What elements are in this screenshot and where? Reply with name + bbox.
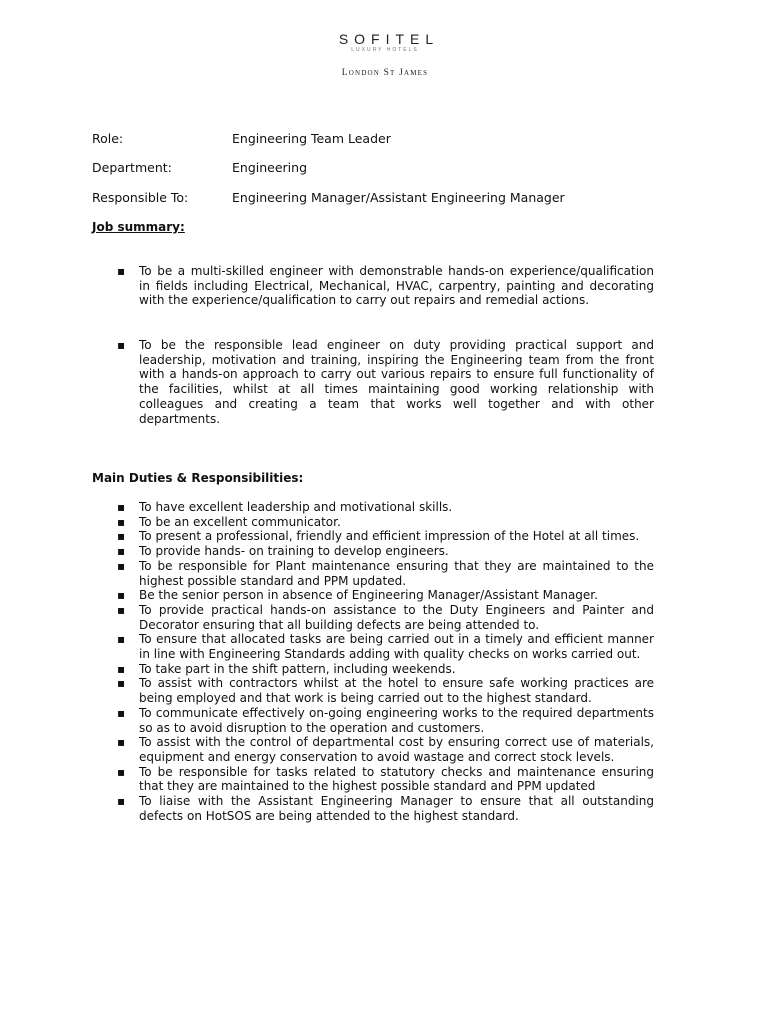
duty-text: To provide hands- on training to develop engineers. — [139, 544, 449, 559]
bullet-marker: ▪ — [117, 735, 126, 750]
list-item — [117, 603, 654, 632]
bullet-marker: ▪ — [117, 338, 126, 352]
bullet-marker: ▪ — [117, 529, 126, 544]
bullet-marker: ▪ — [117, 602, 126, 617]
list-item — [117, 676, 654, 705]
duty-text: To be responsible for Plant maintenance ensuring that they are maintained to the highest possible standard and PPM updated. — [139, 558, 654, 588]
bullet-marker: ▪ — [117, 676, 126, 691]
bullet-marker: ▪ — [117, 264, 126, 278]
bullet-marker: ▪ — [117, 705, 126, 720]
duty-text: Be the senior person in absence of Engineering Manager/Assistant Manager. — [139, 588, 598, 603]
list-item — [117, 588, 654, 603]
duties-heading: Main Duties & Responsibilities: — [92, 471, 304, 485]
list-item — [117, 515, 654, 530]
list-item — [117, 559, 654, 588]
responsible-to-label: Responsible To: — [92, 190, 189, 205]
brand-logo: SOFITEL — [338, 31, 440, 47]
list-item — [117, 529, 654, 544]
duty-text: To liaise with the Assistant Engineering Manager to ensure that all outstanding defects on HotSOS are being attended to the highest standard. — [139, 794, 654, 823]
bullet-marker: ▪ — [117, 794, 126, 809]
list-item — [117, 662, 654, 677]
duty-text: To be an excellent communicator. — [139, 514, 341, 529]
summary-paragraph: To be a multi-skilled engineer with demonstrable hands-on experience/qualification in fields including Electrical, Mechanical, HVAC, carpentry, painting and decorating with the experience/qualification to carry out repairs and remedial actions. — [139, 264, 654, 308]
bullet-marker: ▪ — [117, 558, 126, 573]
duty-text: To present a professional, friendly and efficient impression of the Hotel at all times. — [139, 529, 640, 544]
duty-text: To assist with the control of departmental cost by ensuring correct use of materials, equipment and energy conservation to avoid wastage and correct stock levels. — [139, 735, 654, 764]
logo-tagline: LUXURY HOTELS — [351, 47, 419, 53]
list-item — [117, 632, 654, 661]
bullet-marker: ▪ — [117, 514, 126, 529]
list-item — [117, 706, 654, 735]
list-item — [117, 794, 654, 823]
list-item — [117, 765, 654, 794]
duty-text: To be responsible for tasks related to statutory checks and maintenance ensuring that they are maintained to the highest possible standard and PPM updated — [139, 764, 654, 794]
bullet-marker: ▪ — [117, 764, 126, 779]
bullet-marker: ▪ — [117, 500, 126, 514]
list-item — [117, 735, 654, 764]
logo-location: London St James — [341, 68, 429, 78]
duty-text: To take part in the shift pattern, including weekends. — [139, 661, 456, 676]
job-summary-heading: Job summary: — [92, 220, 185, 234]
list-item — [117, 500, 654, 515]
responsible-to-value: Engineering Manager/Assistant Engineering Manager — [232, 190, 565, 205]
role-label: Role: — [92, 131, 124, 146]
duties-list — [117, 500, 654, 823]
bullet-marker: ▪ — [117, 661, 126, 676]
duty-text: To communicate effectively on-going engineering works to the required departments so as to avoid disruption to the operation and customers. — [139, 705, 654, 735]
department-value: Engineering — [232, 160, 307, 175]
bullet-marker: ▪ — [117, 588, 126, 603]
department-label: Department: — [92, 160, 172, 175]
duty-text: To ensure that allocated tasks are being carried out in a timely and efficient manner in line with Engineering Standards adding with quality checks on works carried out. — [139, 632, 654, 662]
list-item — [117, 544, 654, 559]
bullet-marker: ▪ — [117, 544, 126, 559]
duty-text: To provide practical hands-on assistance to the Duty Engineers and Painter and Decorator ensuring that all building defects are being attended to. — [139, 602, 654, 632]
role-value: Engineering Team Leader — [232, 131, 391, 146]
duty-text: To assist with contractors whilst at the hotel to ensure safe working practices are being employed and that work is being carried out to the highest standard. — [139, 676, 654, 706]
bullet-marker: ▪ — [117, 632, 126, 647]
summary-paragraph: To be the responsible lead engineer on duty providing practical support and leadership, motivation and training, inspiring the Engineering team from the front with a hands-on approach to carry out various repairs to ensure full functionality of the facilities, whilst at all times maintaining good working relationship with colleagues and creating a team that works well together and with other departments. — [139, 338, 654, 426]
duty-text: To have excellent leadership and motivational skills. — [139, 500, 453, 514]
